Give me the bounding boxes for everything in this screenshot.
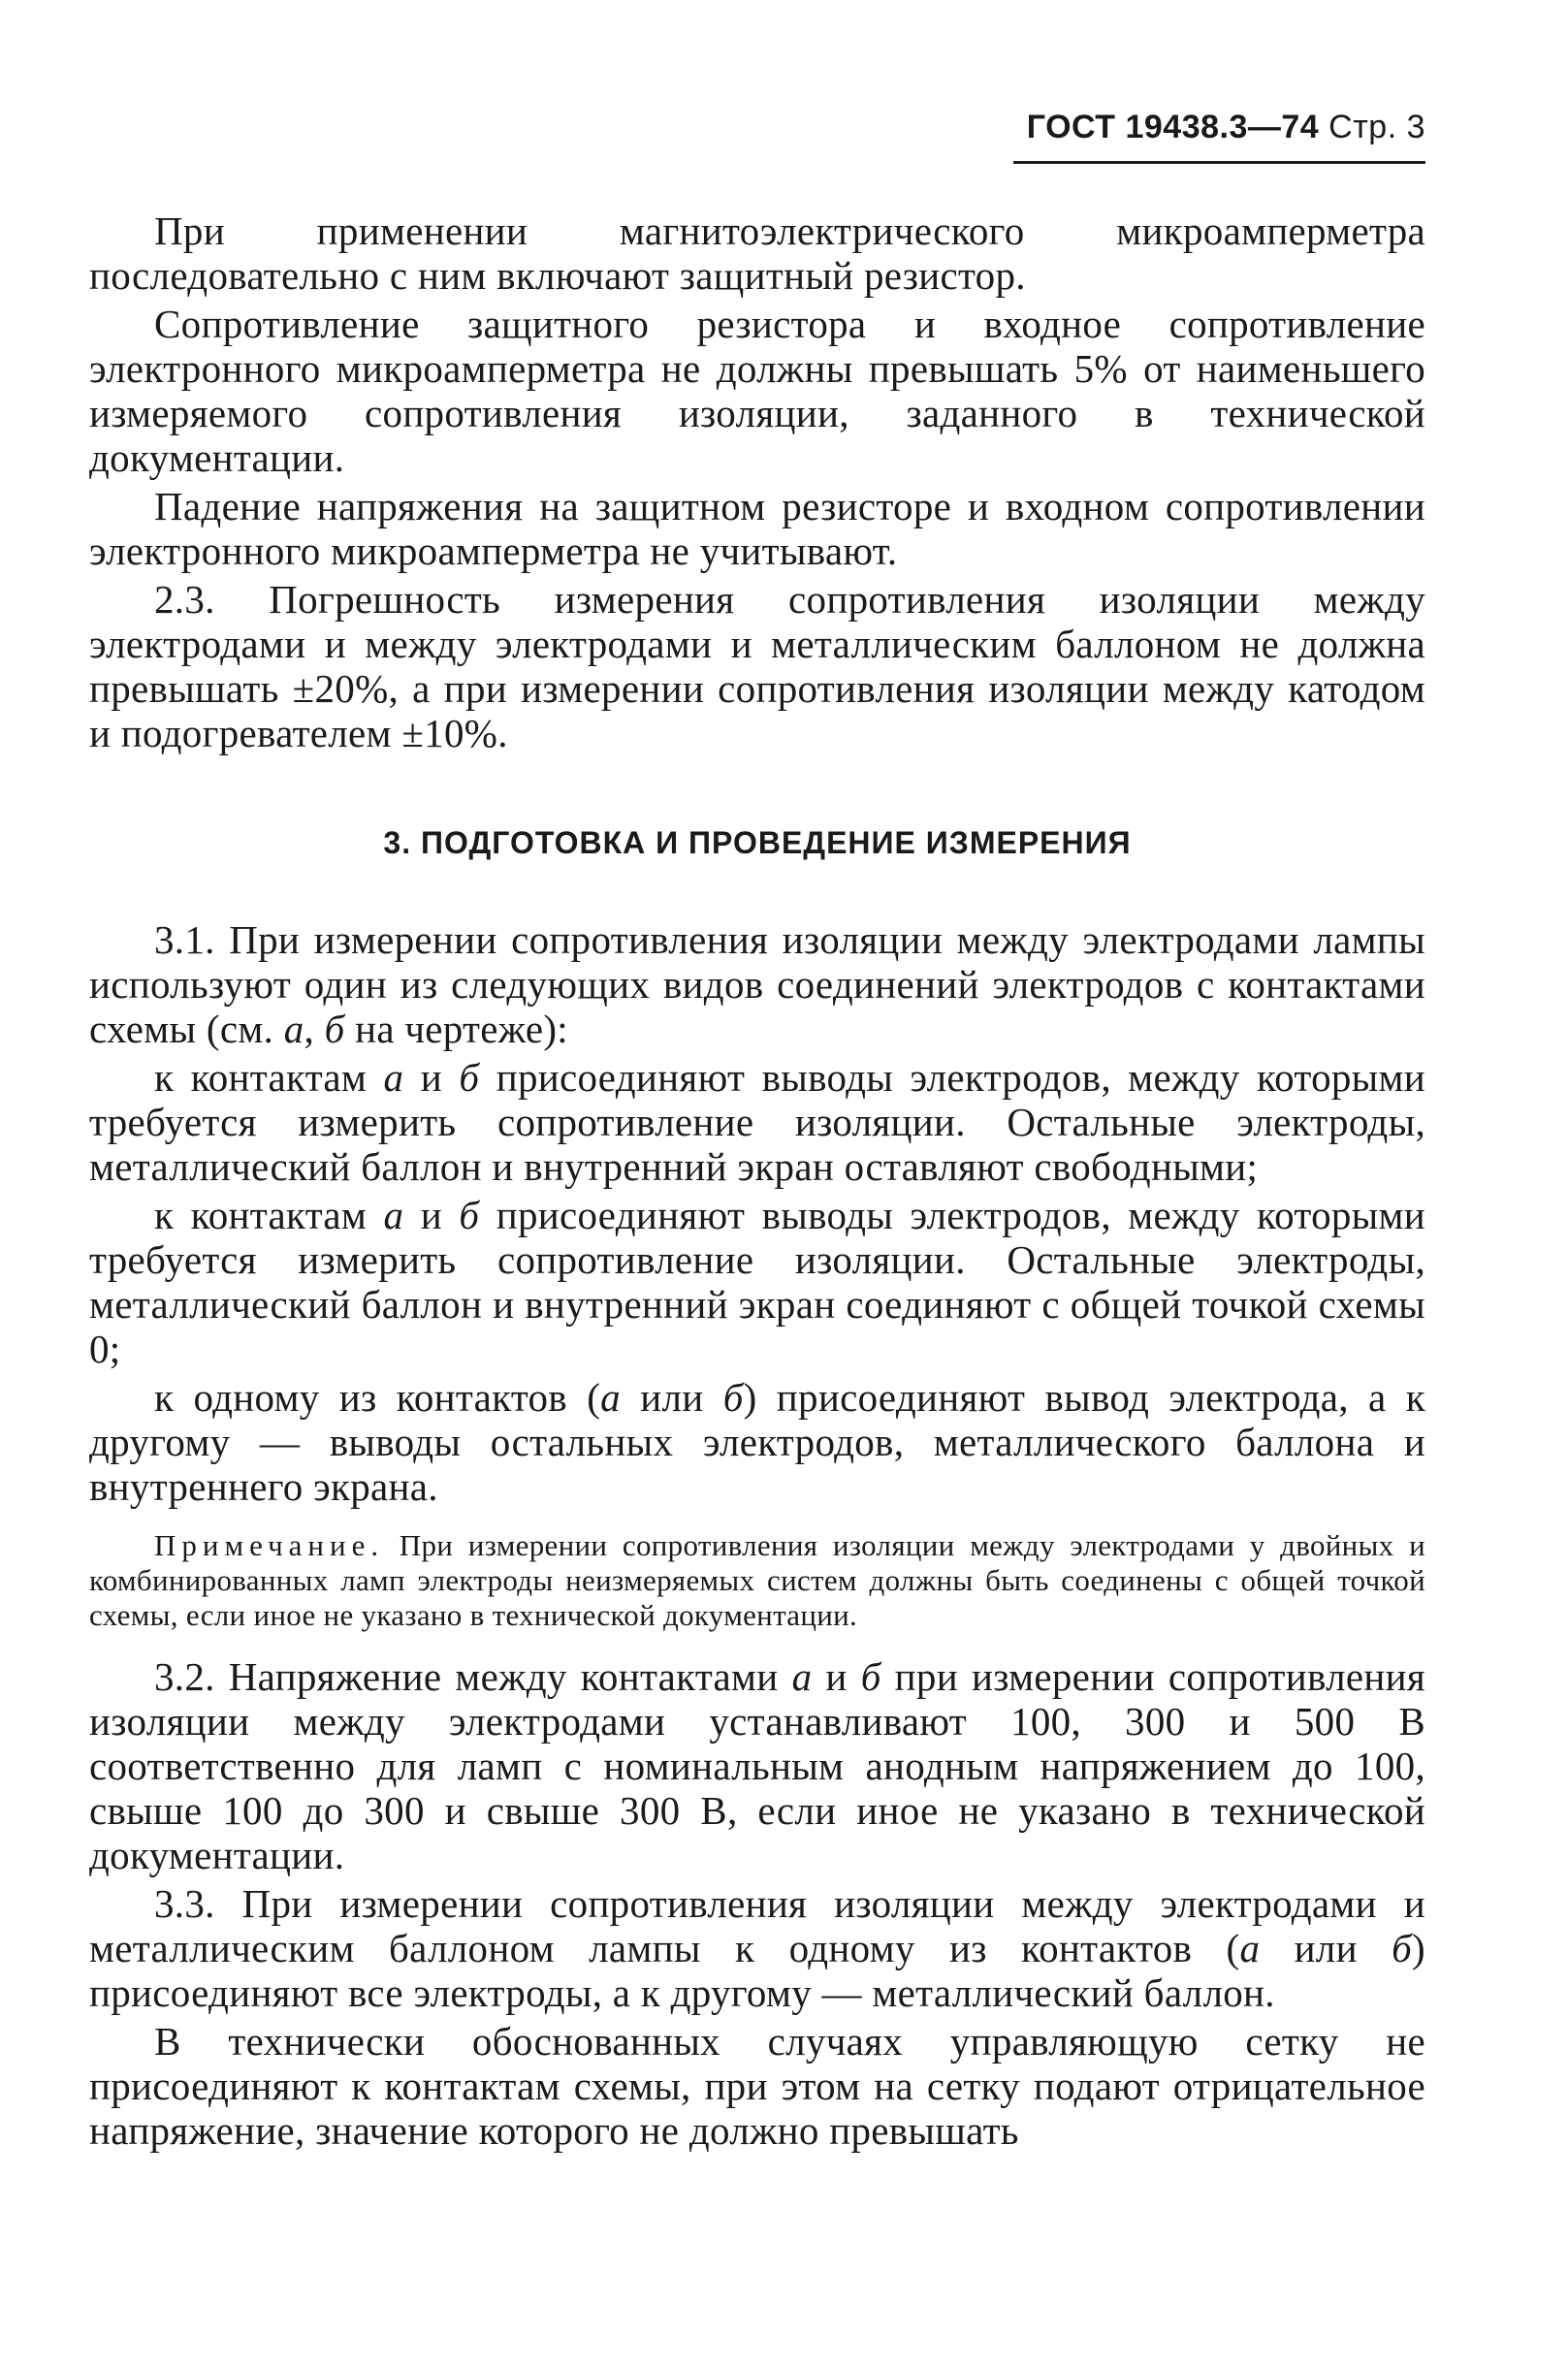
paragraph: В технически обоснованных случаях управляющую сетку не присоединяют к контактам схемы, при этом на сетку подают отрицательное напряжение, значение которого не должно превышать <box>89 2019 1425 2153</box>
paragraph: Сопротивление защитного резистора и входное сопротивление электронного микроамперметра не должны превышать 5% от наименьшего измеряемого сопротивления изоляции, заданного в технической документации. <box>89 302 1425 480</box>
list-item: к контактам а и б присоединяют выводы электродов, между которыми требуется измерить сопротивление изоляции. Остальные электроды, металлический баллон и внутренний экран оставляют свободными; <box>89 1055 1425 1189</box>
paragraph: При применении магнитоэлектрического микроамперметра последовательно с ним включают защитный резистор. <box>89 208 1425 298</box>
list-item: к одному из контактов (а или б) присоединяют вывод электрода, а к другому — выводы остальных электродов, металлического баллона и внутреннего экрана. <box>89 1375 1426 1509</box>
paragraph: Падение напряжения на защитном резисторе и входном сопротивлении электронного микроамперметра не учитывают. <box>89 484 1425 573</box>
section-title: 3. ПОДГОТОВКА И ПРОВЕДЕНИЕ ИЗМЕРЕНИЯ <box>383 825 1132 860</box>
page-header <box>999 109 1425 146</box>
clause-3-1: 3.1. При измерении сопротивления изоляции между электродами лампы используют один из следующих видов соединений электродов с контактами схемы (см. а, б на чертеже): <box>89 917 1425 1051</box>
page-number: Стр. 3 <box>1328 109 1425 145</box>
note <box>89 1528 1425 1633</box>
list-item: к контактам а и б присоединяют выводы электродов, между которыми требуется измерить сопротивление изоляции. Остальные электроды, металлический баллон и внутренний экран соединяют с общей точкой схемы 0; <box>89 1193 1425 1371</box>
clause-2-3: 2.3. Погрешность измерения сопротивления изоляции между электродами и между электродами и металлическим баллоном не должна превышать ±20%, а при измерении сопротивления изоляции между катодом и подогревателем ±10%. <box>89 577 1425 755</box>
header-rule <box>1013 161 1425 164</box>
doc-id: ГОСТ 19438.3—74 <box>1026 109 1320 145</box>
note-text: При измерении сопротивления изоляции между электродами у двойных и комбинированных ламп электроды неизмеряемых систем должны быть соединены с общей точкой схемы, если иное не указано в технической документации. <box>89 1528 1425 1632</box>
document-body <box>89 208 1425 2153</box>
clause-3-3: 3.3. При измерении сопротивления изоляции между электродами и металлическим баллоном лампы к одному из контактов (а или б) присоединяют все электроды, а к другому — металлический баллон. <box>89 1881 1425 2015</box>
clause-3-2: 3.2. Напряжение между контактами а и б при измерении сопротивления изоляции между электродами устанавливают 100, 300 и 500 В соответственно для ламп с номинальным анодным напряжением до 100, свыше 100 до 300 и свыше 300 В, если иное не указано в технической документации. <box>89 1654 1426 1877</box>
note-label: Примечание. <box>154 1528 385 1562</box>
